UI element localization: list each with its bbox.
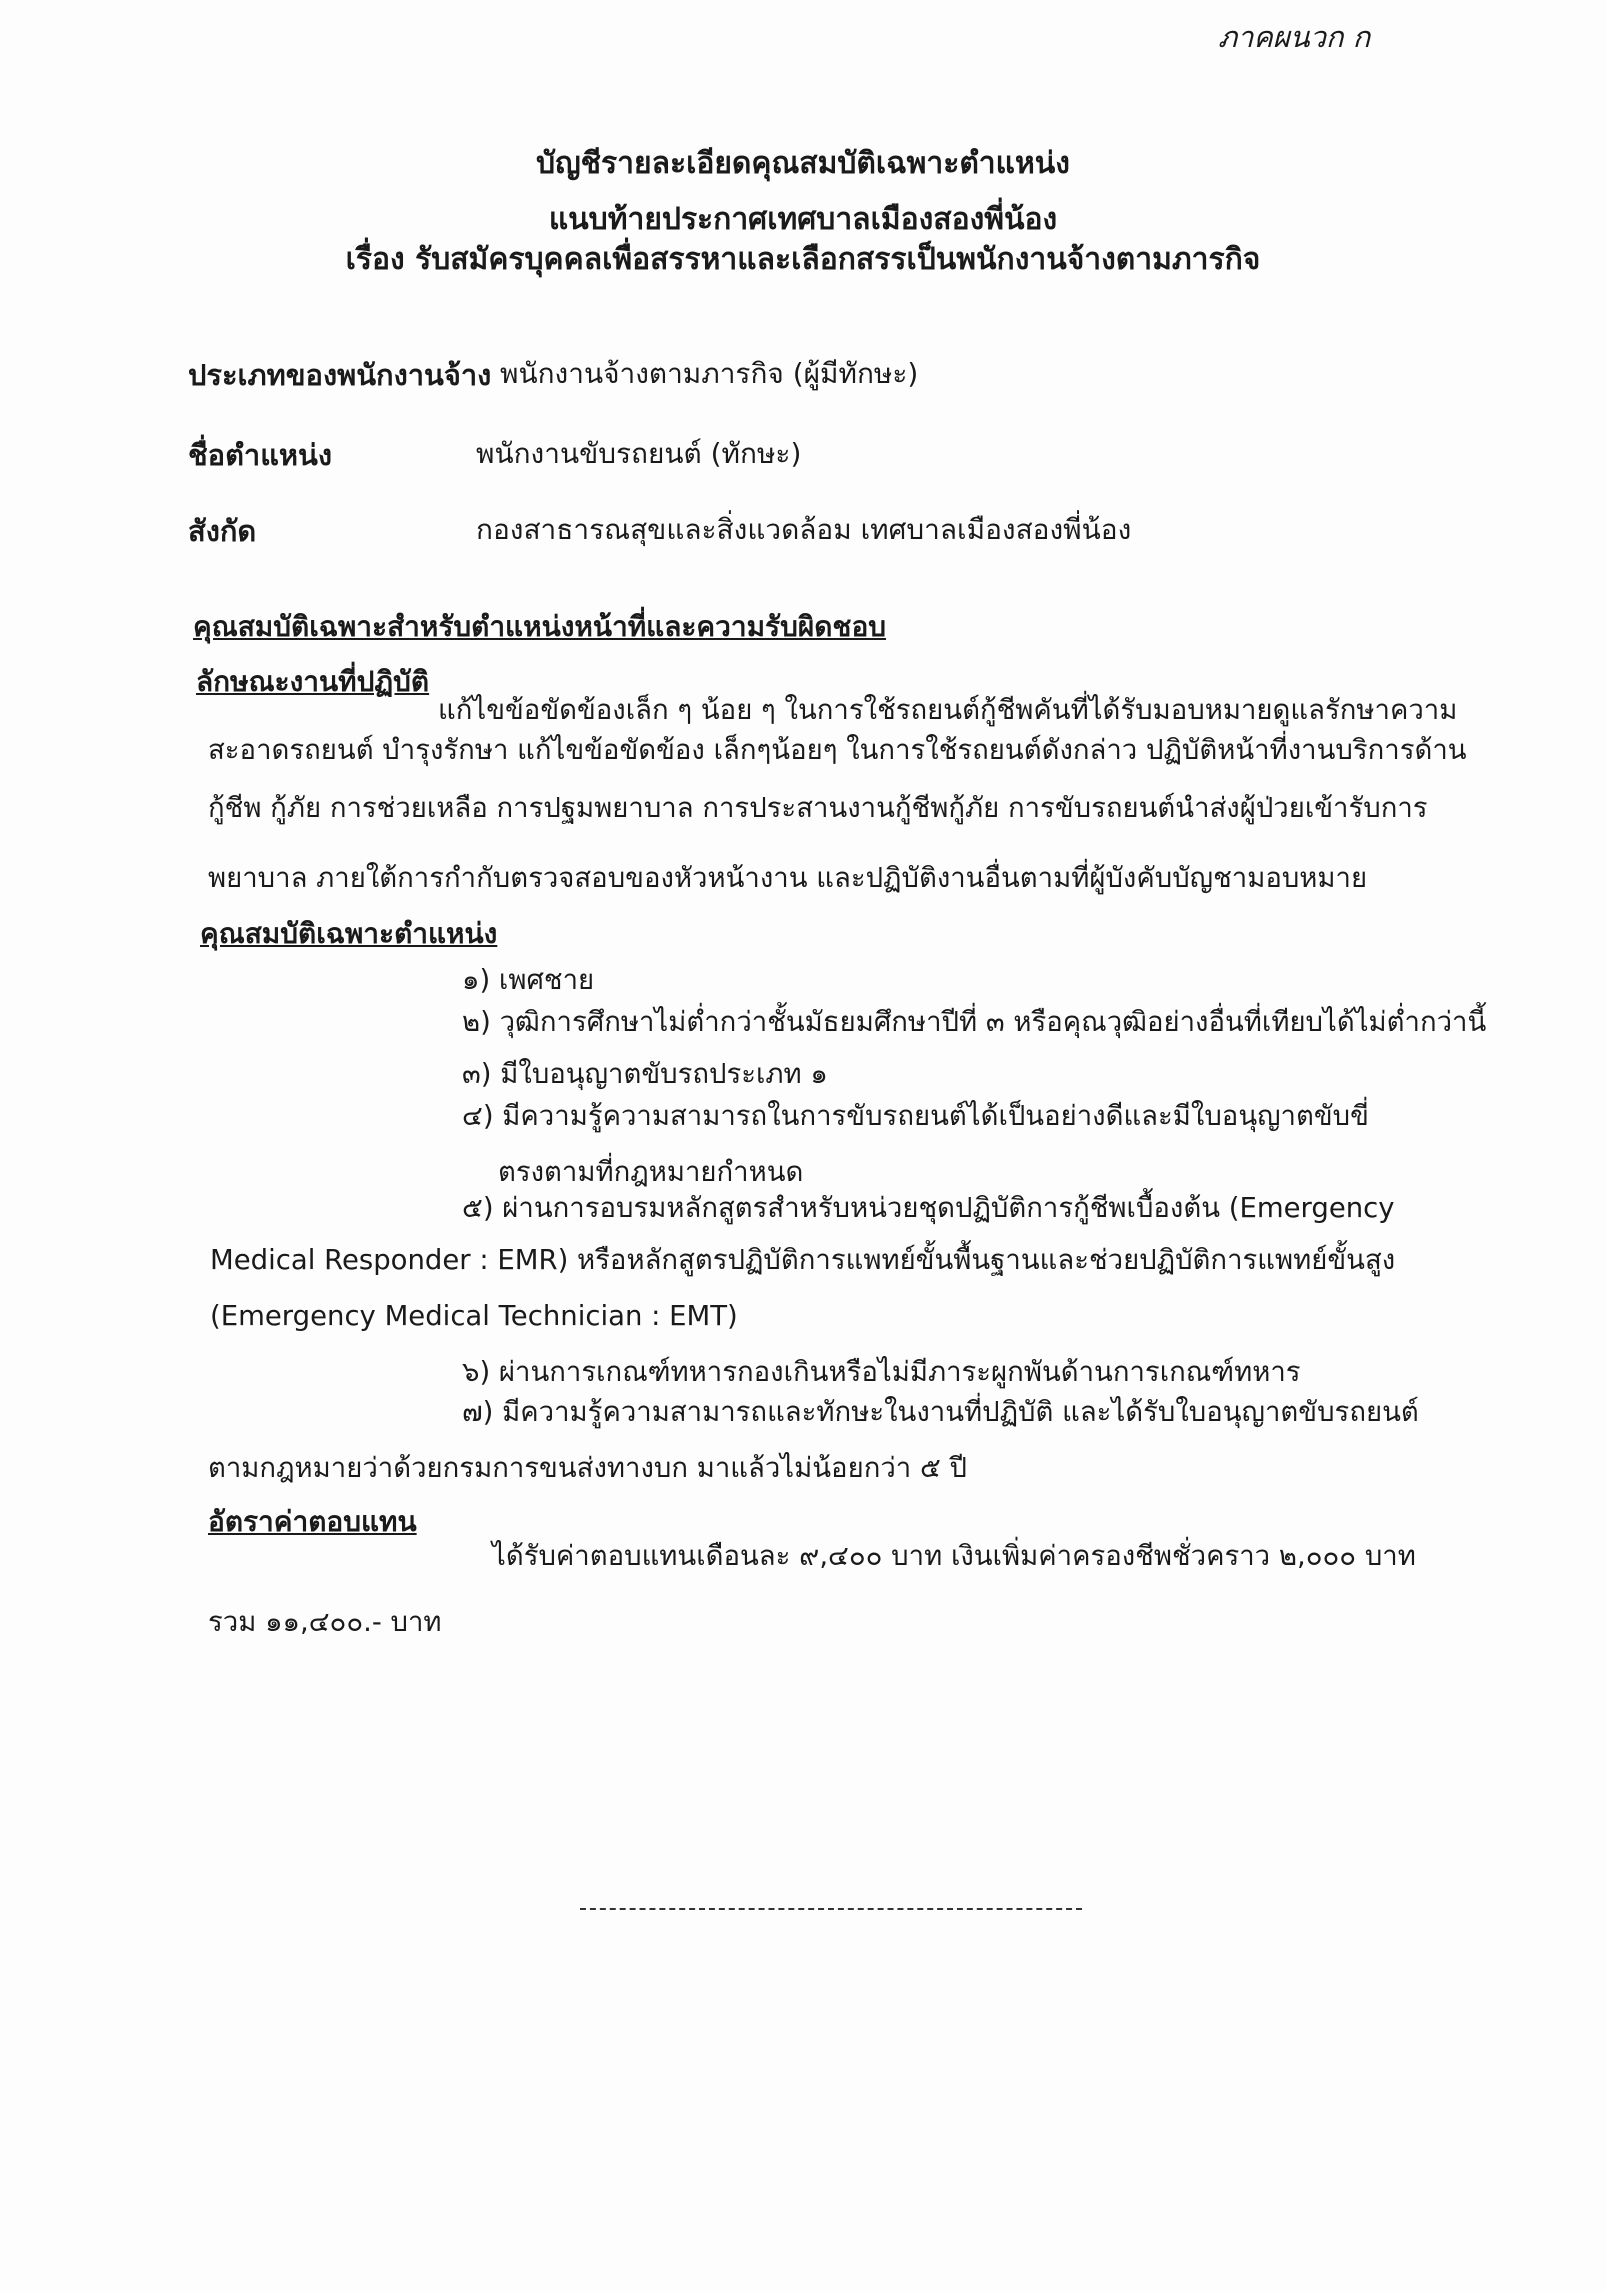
employee-type-value: พนักงานจ้างตามภารกิจ (ผู้มีทักษะ) — [500, 357, 919, 390]
compensation-line: ได้รับค่าตอบแทนเดือนละ ๙,๔๐๐ บาท เงินเพิ่มค่าครองชีพชั่วคราว ๒,๐๐๐ บาท — [492, 1540, 1416, 1572]
duties-line: แก้ไขข้อขัดข้องเล็ก ๆ น้อย ๆ ในการใช้รถยนต์กู้ชีพคันที่ได้รับมอบหมายดูแลรักษาความ — [438, 694, 1458, 726]
qualification-item-3: ๓) มีใบอนุญาตขับรถประเภท ๑ — [462, 1058, 828, 1090]
position-value: พนักงานขับรถยนต์ (ทักษะ) — [476, 437, 802, 470]
qualification-item-5-cont: Medical Responder : EMR) หรือหลักสูตรปฏิบัติการแพทย์ขั้นพื้นฐานและช่วยปฏิบัติการแพทย์ขั้นสูง — [210, 1244, 1396, 1276]
section-heading: คุณสมบัติเฉพาะสำหรับตำแหน่งหน้าที่และความรับผิดชอบ — [193, 610, 887, 643]
qualifications-heading: คุณสมบัติเฉพาะตำแหน่ง — [200, 917, 498, 950]
employee-type-label: ประเภทของพนักงานจ้าง — [188, 358, 492, 392]
compensation-heading: อัตราค่าตอบแทน — [208, 1505, 417, 1538]
affiliation-label: สังกัด — [188, 514, 257, 548]
title-line-1: บัญชีรายละเอียดคุณสมบัติเฉพาะตำแหน่ง — [536, 146, 1070, 181]
position-label: ชื่อตำแหน่ง — [188, 438, 333, 472]
duties-line: กู้ชีพ กู้ภัย การช่วยเหลือ การปฐมพยาบาล การประสานงานกู้ชีพกู้ภัย การขับรถยนต์นำส่งผู้ป่วยเข้ารับการ — [208, 792, 1428, 824]
title-line-2: แนบท้ายประกาศเทศบาลเมืองสองพี่น้อง — [548, 202, 1058, 237]
affiliation-value: กองสาธารณสุขและสิ่งแวดล้อม เทศบาลเมืองสองพี่น้อง — [476, 513, 1132, 546]
qualification-item-6: ๖) ผ่านการเกณฑ์ทหารกองเกินหรือไม่มีภาระผูกพันด้านการเกณฑ์ทหาร — [462, 1356, 1301, 1388]
compensation-total: รวม ๑๑,๔๐๐.- บาท — [208, 1606, 442, 1638]
duties-line: สะอาดรถยนต์ บำรุงรักษา แก้ไขข้อขัดข้อง เล็กๆน้อยๆ ในการใช้รถยนต์ดังกล่าว ปฏิบัติหน้าที่งานบริการด้าน — [208, 734, 1467, 766]
qualification-item-2: ๒) วุฒิการศึกษาไม่ต่ำกว่าชั้นมัธยมศึกษาปีที่ ๓ หรือคุณวุฒิอย่างอื่นที่เทียบได้ไม่ต่ำกว่านี้ — [462, 1006, 1487, 1038]
qualification-item-7-cont: ตามกฎหมายว่าด้วยกรมการขนส่งทางบก มาแล้วไม่น้อยกว่า ๕ ปี — [208, 1452, 967, 1484]
qualification-item-5-cont: (Emergency Medical Technician : EMT) — [210, 1300, 738, 1332]
qualification-item-7: ๗) มีความรู้ความสามารถและทักษะในงานที่ปฏิบัติ และได้รับใบอนุญาตขับรถยนต์ — [462, 1396, 1419, 1428]
duties-heading: ลักษณะงานที่ปฏิบัติ — [196, 665, 430, 698]
qualification-item-4: ๔) มีความรู้ความสามารถในการขับรถยนต์ได้เป็นอย่างดีและมีใบอนุญาตขับขี่ — [462, 1100, 1369, 1132]
title-line-3: เรื่อง รับสมัครบุคคลเพื่อสรรหาและเลือกสรรเป็นพนักงานจ้างตามภารกิจ — [345, 242, 1261, 277]
qualification-item-1: ๑) เพศชาย — [462, 964, 595, 996]
duties-line: พยาบาล ภายใต้การกำกับตรวจสอบของหัวหน้างาน และปฏิบัติงานอื่นตามที่ผู้บังคับบัญชามอบหมาย — [208, 862, 1368, 894]
qualification-item-4-cont: ตรงตามที่กฎหมายกำหนด — [498, 1156, 804, 1188]
qualification-item-5: ๕) ผ่านการอบรมหลักสูตรสำหรับหน่วยชุดปฏิบัติการกู้ชีพเบื้องต้น (Emergency — [462, 1192, 1395, 1224]
appendix-label: ภาคผนวก ก — [1218, 20, 1371, 54]
end-divider — [580, 1908, 1082, 1910]
